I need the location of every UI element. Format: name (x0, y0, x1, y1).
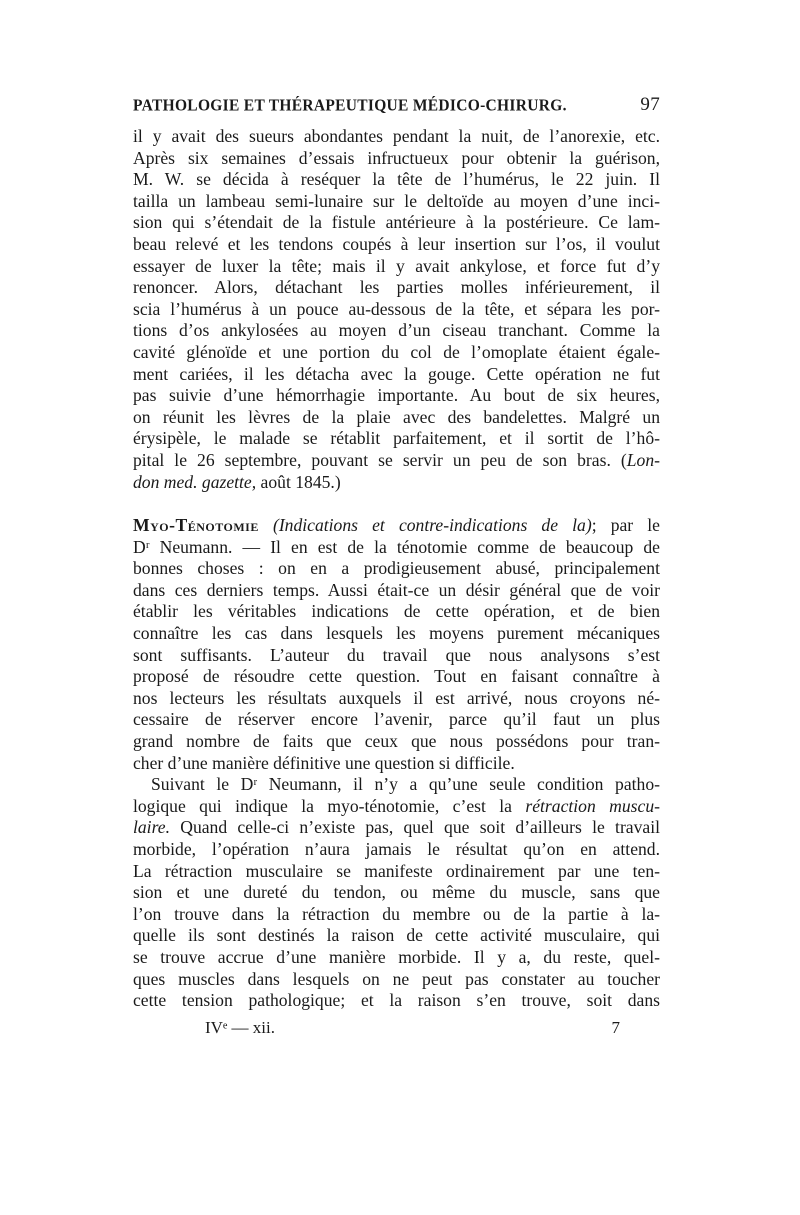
paragraph-neumann-theory (133, 774, 660, 1012)
emphasis-term-cont: laire. (133, 817, 170, 838)
running-header (133, 94, 660, 116)
text-line: pas suivie d’une hémorrhagie importante. Au bout de six heures, (133, 385, 660, 406)
page-number: 97 (640, 94, 660, 115)
citation-line (133, 472, 660, 494)
section-heading-line (133, 515, 660, 537)
text-line: bonnes choses : on en a prodigieusement abusé, principalement (133, 558, 660, 579)
citation-journal: Lon- (626, 449, 660, 470)
text-line: l’on trouve dans la rétraction du membre ou de la partie à la- (133, 903, 660, 924)
text-line: nos lecteurs les résultats auxquels il est arrivé, nous croyons né- (133, 687, 660, 708)
text-line: essayer de luxer la tête; mais il y avait ankylose, et force fut d’y (133, 255, 660, 276)
sheet-number: 7 (611, 1017, 620, 1037)
citation-date: août 1845.) (256, 471, 341, 492)
text-line: La rétraction musculaire se manifeste ordinairement par une ten- (133, 860, 660, 881)
signature-mark: IVᵉ — xii. (205, 1017, 275, 1037)
text-line: cher d’une manière définitive une question si difficile. (133, 752, 515, 773)
section-subtitle: (Indications et contre-indications de la) (272, 515, 592, 536)
page-footer (133, 1018, 660, 1038)
text-line: scia l’humérus à un pouce au-dessous de la tête, et sépara les por- (133, 298, 660, 319)
section-heading: Myo-Ténotomie (133, 515, 259, 536)
text-line-with-citation (133, 450, 660, 472)
text-line: Après six semaines d’essais infructueux pour obtenir la guérison, (133, 147, 660, 168)
text-line: proposé de résoudre cette question. Tout en faisant connaître à (133, 666, 660, 687)
text-line: cavité glénoïde et une portion du col de l’omoplate étaient égale- (133, 341, 660, 362)
paragraph-resection (133, 126, 660, 493)
text-line: beau relevé et les tendons coupés à leur insertion sur l’os, il voulut (133, 233, 660, 254)
text-line: tailla un lambeau semi-lunaire sur le deltoïde au moyen d’une inci- (133, 190, 660, 211)
text-line (133, 796, 660, 818)
document-page (133, 94, 660, 1038)
text-line: grand nombre de faits que ceux que nous possédons pour tran- (133, 731, 660, 752)
running-title: PATHOLOGIE ET THÉRAPEUTIQUE MÉDICO-CHIRURG. (133, 95, 567, 115)
text-line: renoncer. Alors, détachant les parties molles inférieurement, il (133, 277, 660, 298)
text-line: établir les véritables indications de cette opération, et de bien (133, 601, 660, 622)
text-line: tions d’os ankylosées au moyen d’un ciseau tranchant. Comme la (133, 320, 660, 341)
text-line: ques muscles dans lesquels on ne peut pas constater au toucher (133, 968, 660, 989)
text-line: on réunit les lèvres de la plaie avec des bandelettes. Malgré un (133, 406, 660, 427)
text-line (133, 817, 660, 839)
citation-journal-cont: don med. gazette, (133, 471, 257, 492)
text-line: Dʳ Neumann. — Il en est de la ténotomie comme de beaucoup de (133, 536, 660, 557)
text-line: ment cariées, il les détacha avec la gouge. Cette opération ne fut (133, 363, 660, 384)
text-line: se trouve accrue d’une manière morbide. Il y a, du reste, quel- (133, 946, 660, 967)
paragraph-myo-tenotomie (133, 515, 660, 774)
section-author-lead: ; par le (591, 515, 660, 536)
text-line: cette tension pathologique; et la raison s’en trouve, soit dans (133, 990, 660, 1011)
text-line: quelle ils sont destinés la raison de cette activité musculaire, qui (133, 925, 660, 946)
text-line: cessaire de réserver encore l’avenir, parce qu’il faut un plus (133, 709, 660, 730)
text-run: logique qui indique la myo-ténotomie, c’est la (133, 795, 526, 816)
text-line: Suivant le Dʳ Neumann, il n’y a qu’une seule condition patho- (151, 774, 660, 795)
text-line: sont suffisants. L’auteur du travail que nous analysons s’est (133, 644, 660, 665)
emphasis-term: rétraction muscu- (525, 795, 660, 816)
text-line: érysipèle, le malade se rétablit parfaitement, et il sortit de l’hô- (133, 428, 660, 449)
text-line: il y avait des sueurs abondantes pendant la nuit, de l’anorexie, etc. (133, 126, 660, 146)
text-run: Quand celle-ci n’existe pas, quel que soit d’ailleurs le travail (169, 817, 660, 838)
text-line: M. W. se décida à reséquer la tête de l’humérus, le 22 juin. Il (133, 169, 660, 190)
text-run: pital le 26 septembre, pouvant se servir un peu de son bras. ( (133, 449, 627, 470)
text-line: morbide, l’opération n’aura jamais le résultat qu’on en attend. (133, 839, 660, 859)
text-line: sion et une dureté du tendon, ou même du muscle, sans que (133, 882, 660, 903)
text-line: dans ces derniers temps. Aussi était-ce un désir général que de voir (133, 579, 660, 600)
text-line: connaître les cas dans lesquels les moyens purement mécaniques (133, 623, 660, 644)
text-line: sion qui s’étendait de la fistule antérieure à la postérieure. Ce lam- (133, 212, 660, 233)
